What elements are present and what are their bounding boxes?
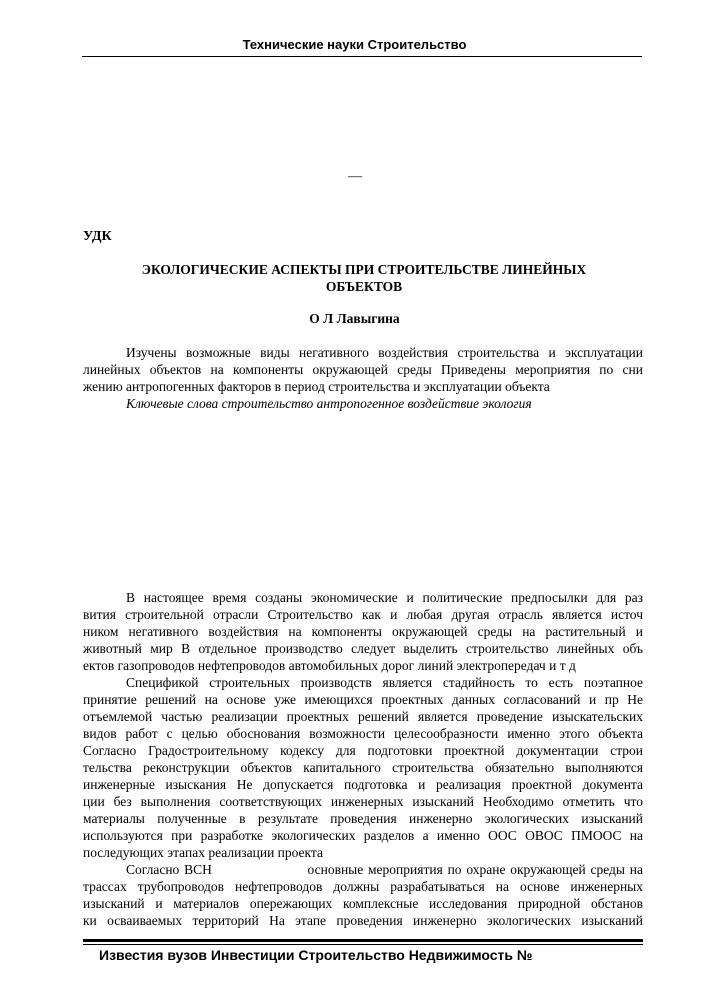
- body-line: материалы полученные в результате проведения инженерно экологических изысканий: [83, 811, 643, 826]
- header-rule: [82, 56, 642, 57]
- body-line: ником негативного воздействия на компоненты окружающей среды на растительный и: [83, 624, 643, 639]
- body-line: изысканий и материалов опережающих комплексные исследования природной обстанов: [83, 896, 643, 911]
- footer-rule-thin: [83, 944, 643, 945]
- body-line: ции без выполнения соответствующих инженерных изысканий Необходимо отметить что: [83, 794, 643, 809]
- body-line: видов работ с целью обоснования возможности целесообразности именно этого объекта: [83, 726, 643, 741]
- body-line: Согласно Градостроительному кодексу для подготовки проектной документации строи: [83, 743, 643, 758]
- body-line: Спецификой строительных производств является стадийность то есть поэтапное: [126, 675, 643, 690]
- running-header: Технические науки Строительство: [242, 37, 467, 52]
- abstract: [83, 344, 643, 412]
- body-line: используются при разработке экологических разделов а именно ООС ОВОС ПМООС на: [83, 828, 643, 843]
- body-line: тельства реконструкции объектов капитального строительства обязательно выполняются: [83, 760, 643, 775]
- body-line: ектов газопроводов нефтепроводов автомобильных дорог линий электропередач и т д: [83, 658, 576, 673]
- article-title: [100, 261, 628, 295]
- footer-rule-thick: [83, 939, 643, 942]
- body-line: Согласно ВСН основные мероприятия по охране окружающей среды на: [126, 862, 643, 877]
- title-line-1: ЭКОЛОГИЧЕСКИЕ АСПЕКТЫ ПРИ СТРОИТЕЛЬСТВЕ ЛИНЕЙНЫХ: [141, 262, 587, 277]
- abstract-line: линейных объектов на компоненты окружающей среды Приведены мероприятия по сни: [83, 362, 643, 377]
- journal-footer: Известия вузов Инвестиции Строительство Недвижимость №: [99, 947, 533, 963]
- body-line: принятие решений на основе уже имеющихся проектных данных согласований и пр Не: [83, 692, 643, 707]
- body-line: ки осваиваемых территорий На этапе проведения инженерно экологических изысканий: [83, 913, 643, 928]
- title-line-2: ОБЪЕКТОВ: [325, 279, 403, 294]
- dash-mark: —: [348, 169, 362, 184]
- author-name: О Л Лавыгина: [309, 311, 400, 326]
- body-text: [83, 589, 643, 929]
- body-line: последующих этапах реализации проекта: [83, 845, 323, 860]
- body-line: трассах трубопроводов нефтепроводов должны разрабатываться на основе инженерных: [83, 879, 643, 894]
- udk-label: УДК: [83, 229, 112, 244]
- keywords: Ключевые слова строительство антропогенное воздействие экология: [126, 396, 532, 411]
- body-line: отъемлемой частью реализации проектных решений является проведение изыскательских: [83, 709, 643, 724]
- body-line: животный мир В отдельное производство следует выделить строительство линейных объ: [83, 641, 643, 656]
- body-line: В настоящее время созданы экономические и политические предпосылки для раз: [126, 590, 643, 605]
- body-line: вития строительной отрасли Строительство как и любая другая отрасль является источ: [83, 607, 643, 622]
- abstract-line: жению антропогенных факторов в период строительства и эксплуатации объекта: [83, 379, 550, 394]
- abstract-line: Изучены возможные виды негативного воздействия строительства и эксплуатации: [126, 345, 643, 360]
- body-line: инженерные изыскания Не допускается подготовка и реализация проектной документа: [83, 777, 643, 792]
